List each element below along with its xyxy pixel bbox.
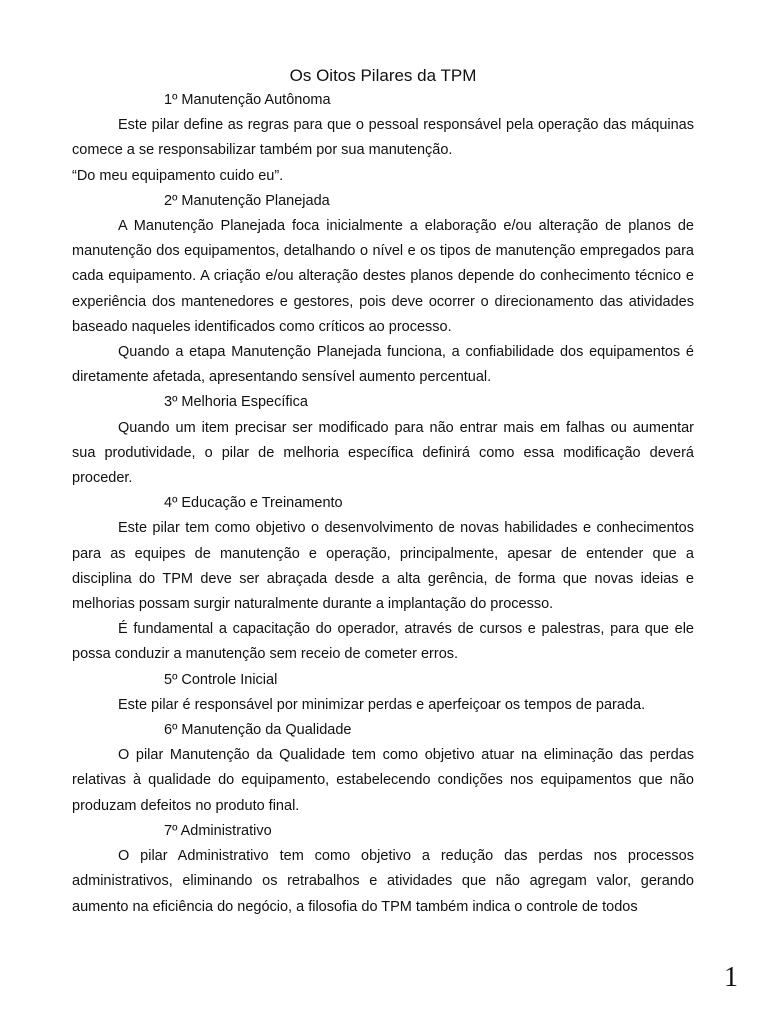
section-4-paragraph-2: É fundamental a capacitação do operador, através de cursos e palestras, para que ele possa conduzir a manutenção sem receio de cometer erros. [72, 621, 694, 663]
section-2-paragraph-1: A Manutenção Planejada foca inicialmente a elaboração e/ou alteração de planos de manutenção dos equipamentos, detalhando o nível e os tipos de manutenção empregados para cada equipamento. A criação e/ou alteração destes planos depende do conhecimento técnico e experiência dos mantenedores e gestores, pois deve ocorrer o direcionamento das atividades baseado naqueles identificados como críticos ao processo. [72, 218, 694, 335]
document-page [72, 63, 694, 920]
section-7-paragraph-1: O pilar Administrativo tem como objetivo a redução das perdas nos processos administrativos, eliminando os retrabalhos e atividades que não agregam valor, gerando aumento na eficiência do negócio, a filosofia do TPM também indica o controle de todos [72, 848, 694, 915]
section-6-paragraph-1: O pilar Manutenção da Qualidade tem como objetivo atuar na eliminação das perdas relativas à qualidade do equipamento, estabelecendo condições nos equipamentos que não produzam defeitos no produto final. [72, 747, 694, 814]
section-heading-2: 2º Manutenção Planejada [164, 192, 330, 209]
section-4-paragraph-1: Este pilar tem como objetivo o desenvolvimento de novas habilidades e conhecimentos para as equipes de manutenção e operação, principalmente, apesar de entender que a disciplina do TPM deve ser abraçada desde a alta gerência, de forma que novas ideias e melhorias possam surgir naturalmente durante a implantação do processo. [72, 520, 694, 613]
section-2-paragraph-2: Quando a etapa Manutenção Planejada funciona, a confiabilidade dos equipamentos é diretamente afetada, apresentando sensível aumento percentual. [72, 344, 694, 386]
section-heading-5: 5º Controle Inicial [164, 671, 278, 688]
section-1-paragraph-1: Este pilar define as regras para que o pessoal responsável pela operação das máquinas comece a se responsabilizar também por sua manutenção. [72, 117, 694, 159]
section-heading-1: 1º Manutenção Autônoma [164, 92, 331, 108]
page-number: 1 [724, 962, 738, 993]
document-title: Os Oitos Pilares da TPM [289, 66, 477, 85]
section-heading-6: 6º Manutenção da Qualidade [164, 722, 352, 739]
section-heading-4: 4º Educação e Treinamento [164, 495, 343, 512]
section-heading-7: 7º Administrativo [164, 822, 272, 839]
section-3-paragraph-1: Quando um item precisar ser modificado para não entrar mais em falhas ou aumentar sua produtividade, o pilar de melhoria específica definirá como essa modificação deverá proceder. [72, 419, 694, 487]
section-5-paragraph-1: Este pilar é responsável por minimizar perdas e aperfeiçoar os tempos de parada. [118, 696, 646, 713]
section-heading-3: 3º Melhoria Específica [164, 394, 308, 411]
section-1-quote: “Do meu equipamento cuido eu”. [72, 167, 284, 184]
